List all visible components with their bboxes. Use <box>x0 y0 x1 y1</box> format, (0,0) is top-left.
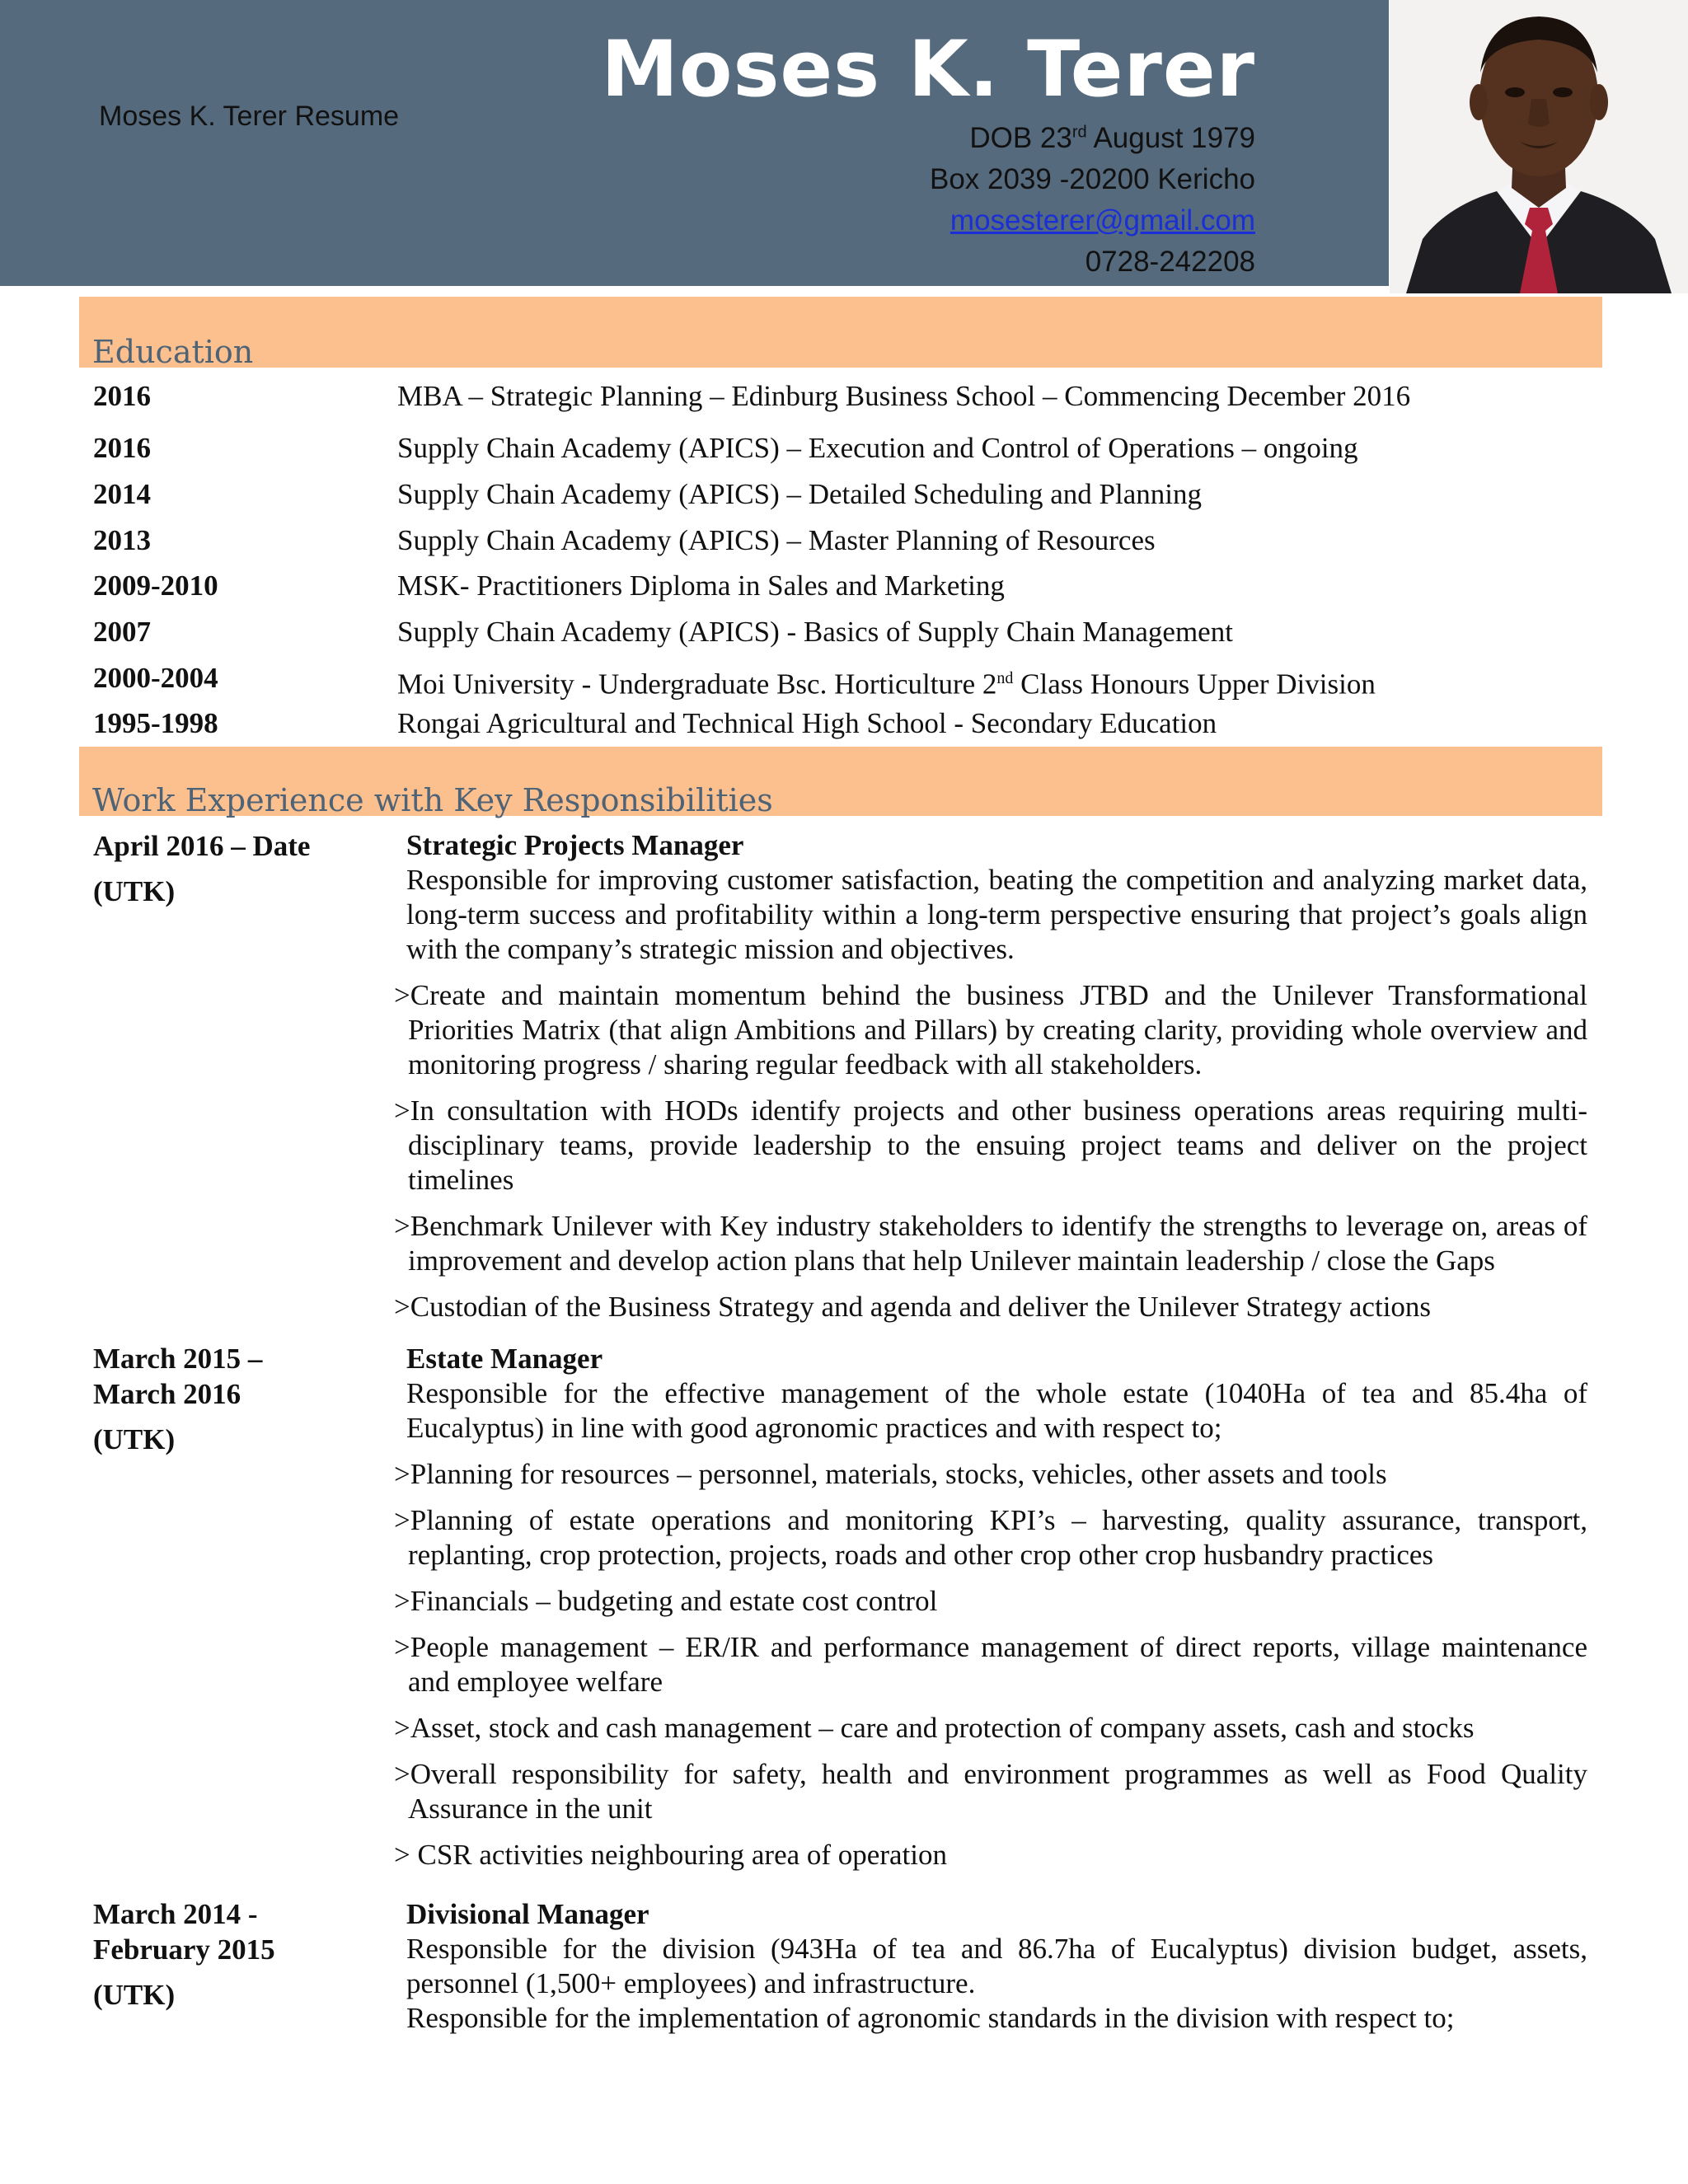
responsibility-item: >Overall responsibility for safety, health and environment programmes as well as Food Quality Assurance in the unit <box>394 1758 1587 1825</box>
education-year: 2009-2010 <box>93 569 218 602</box>
education-description: Supply Chain Academy (APICS) – Execution and Control of Operations – ongoing <box>397 432 1358 464</box>
person-name: Moses K. Terer <box>601 25 1255 115</box>
education-year: 2000-2004 <box>93 662 218 694</box>
email-link[interactable]: mosesterer@gmail.com <box>950 204 1255 237</box>
dob-suffix: August 1979 <box>1086 122 1255 154</box>
work-period-dates-end: March 2016 <box>93 1378 241 1410</box>
education-description-suffix: Class Honours Upper Division <box>1013 668 1376 701</box>
work-period-dates: April 2016 – Date <box>93 830 311 862</box>
postal-address: Box 2039 -20200 Kericho <box>930 163 1255 195</box>
education-year: 2013 <box>93 524 151 556</box>
job-title: Divisional Manager <box>406 1898 649 1930</box>
job-summary: Responsible for improving customer satisfaction, beating the competition and analyzing market data, long-term success and profitability within a long-term perspective ensuring that project’s goals align with the company’s strategic mission and objectives. <box>406 864 1587 965</box>
responsibility-item: >In consultation with HODs identify projects and other business operations areas requiring multi-disciplinary teams, provide leadership to the ensuing project teams and deliver on the project timelines <box>394 1094 1587 1196</box>
job-summary: Responsible for the division (943Ha of tea and 86.7ha of Eucalyptus) division budget, assets, personnel (1,500+ employees) and infrastructure. <box>406 1933 1587 1999</box>
education-description: Rongai Agricultural and Technical High School - Secondary Education <box>397 707 1217 739</box>
education-description-prefix: Moi University - Undergraduate Bsc. Horticulture 2 <box>397 668 997 701</box>
job-title: Estate Manager <box>406 1343 603 1375</box>
education-section-band <box>79 297 1602 368</box>
responsibility-item: >Custodian of the Business Strategy and agenda and deliver the Unilever Strategy actions <box>394 1291 1432 1323</box>
work-details <box>394 828 1587 1336</box>
work-heading: Work Experience with Key Responsibilities <box>92 782 773 818</box>
responsibility-item: >Benchmark Unilever with Key industry stakeholders to identify the strengths to leverage on, areas of improvement and develop action plans that help Unilever maintain leadership / close the Gaps <box>394 1210 1587 1277</box>
education-description: MSK- Practitioners Diploma in Sales and Marketing <box>397 569 1005 602</box>
education-description <box>397 662 1376 701</box>
responsibility-item: >Planning of estate operations and monitoring KPI’s – harvesting, quality assurance, transport, replanting, crop protection, projects, roads and other crop other crop husbandry practices <box>394 1504 1587 1571</box>
education-description: MBA – Strategic Planning – Edinburg Business School – Commencing December 2016 <box>397 380 1411 412</box>
responsibility-item: >Financials – budgeting and estate cost control <box>394 1585 938 1617</box>
education-description-ordinal: nd <box>996 669 1014 687</box>
education-year: 1995-1998 <box>93 707 218 739</box>
dob-prefix: DOB 23 <box>969 122 1072 154</box>
education-year: 2014 <box>93 478 151 510</box>
job-summary: Responsible for the effective management of the whole estate (1040Ha of tea and 85.4ha of Eucalyptus) in line with good agronomic practices and with respect to; <box>406 1377 1587 1444</box>
job-summary-continued: Responsible for the implementation of agronomic standards in the division with respect to; <box>406 2002 1455 2034</box>
education-heading: Education <box>92 334 254 370</box>
work-period-dates: March 2014 - <box>93 1898 258 1930</box>
education-description: Supply Chain Academy (APICS) – Detailed Scheduling and Planning <box>397 478 1203 510</box>
work-period <box>93 828 310 909</box>
education-year: 2016 <box>93 432 151 464</box>
dob-ordinal: rd <box>1071 123 1087 142</box>
profile-photo <box>1390 0 1688 293</box>
work-period-dates: March 2015 – <box>93 1343 263 1375</box>
work-details <box>394 1897 1587 2036</box>
education-year: 2007 <box>93 616 151 648</box>
work-details <box>394 1342 1587 1884</box>
work-organization: (UTK) <box>93 1979 176 2011</box>
education-description: Supply Chain Academy (APICS) - Basics of Supply Chain Management <box>397 616 1233 648</box>
responsibility-item: >Planning for resources – personnel, materials, stocks, vehicles, other assets and tools <box>394 1458 1387 1490</box>
responsibility-item: > CSR activities neighbouring area of operation <box>394 1839 947 1871</box>
responsibility-item: >Create and maintain momentum behind the business JTBD and the Unilever Transformational Priorities Matrix (that align Ambitions and Pillars) by creating clarity, providing whole overview and monitoring progress / sharing regular feedback with all stakeholders. <box>394 979 1587 1080</box>
education-year: 2016 <box>93 380 151 412</box>
work-period-dates-end: February 2015 <box>93 1933 275 1966</box>
phone-number: 0728-242208 <box>1085 246 1255 278</box>
education-description: Supply Chain Academy (APICS) – Master Planning of Resources <box>397 524 1156 556</box>
work-period <box>93 1341 262 1457</box>
work-organization: (UTK) <box>93 1423 176 1455</box>
work-period <box>93 1896 275 2013</box>
document-title: Moses K. Terer Resume <box>99 101 400 132</box>
date-of-birth <box>969 122 1255 155</box>
portrait-image <box>1390 0 1688 293</box>
job-title: Strategic Projects Manager <box>406 829 744 861</box>
responsibility-item: >People management – ER/IR and performance management of direct reports, village maintenance and employee welfare <box>394 1631 1587 1698</box>
work-organization: (UTK) <box>93 875 176 907</box>
responsibility-item: >Asset, stock and cash management – care and protection of company assets, cash and stocks <box>394 1712 1475 1744</box>
work-section-band <box>79 747 1602 816</box>
